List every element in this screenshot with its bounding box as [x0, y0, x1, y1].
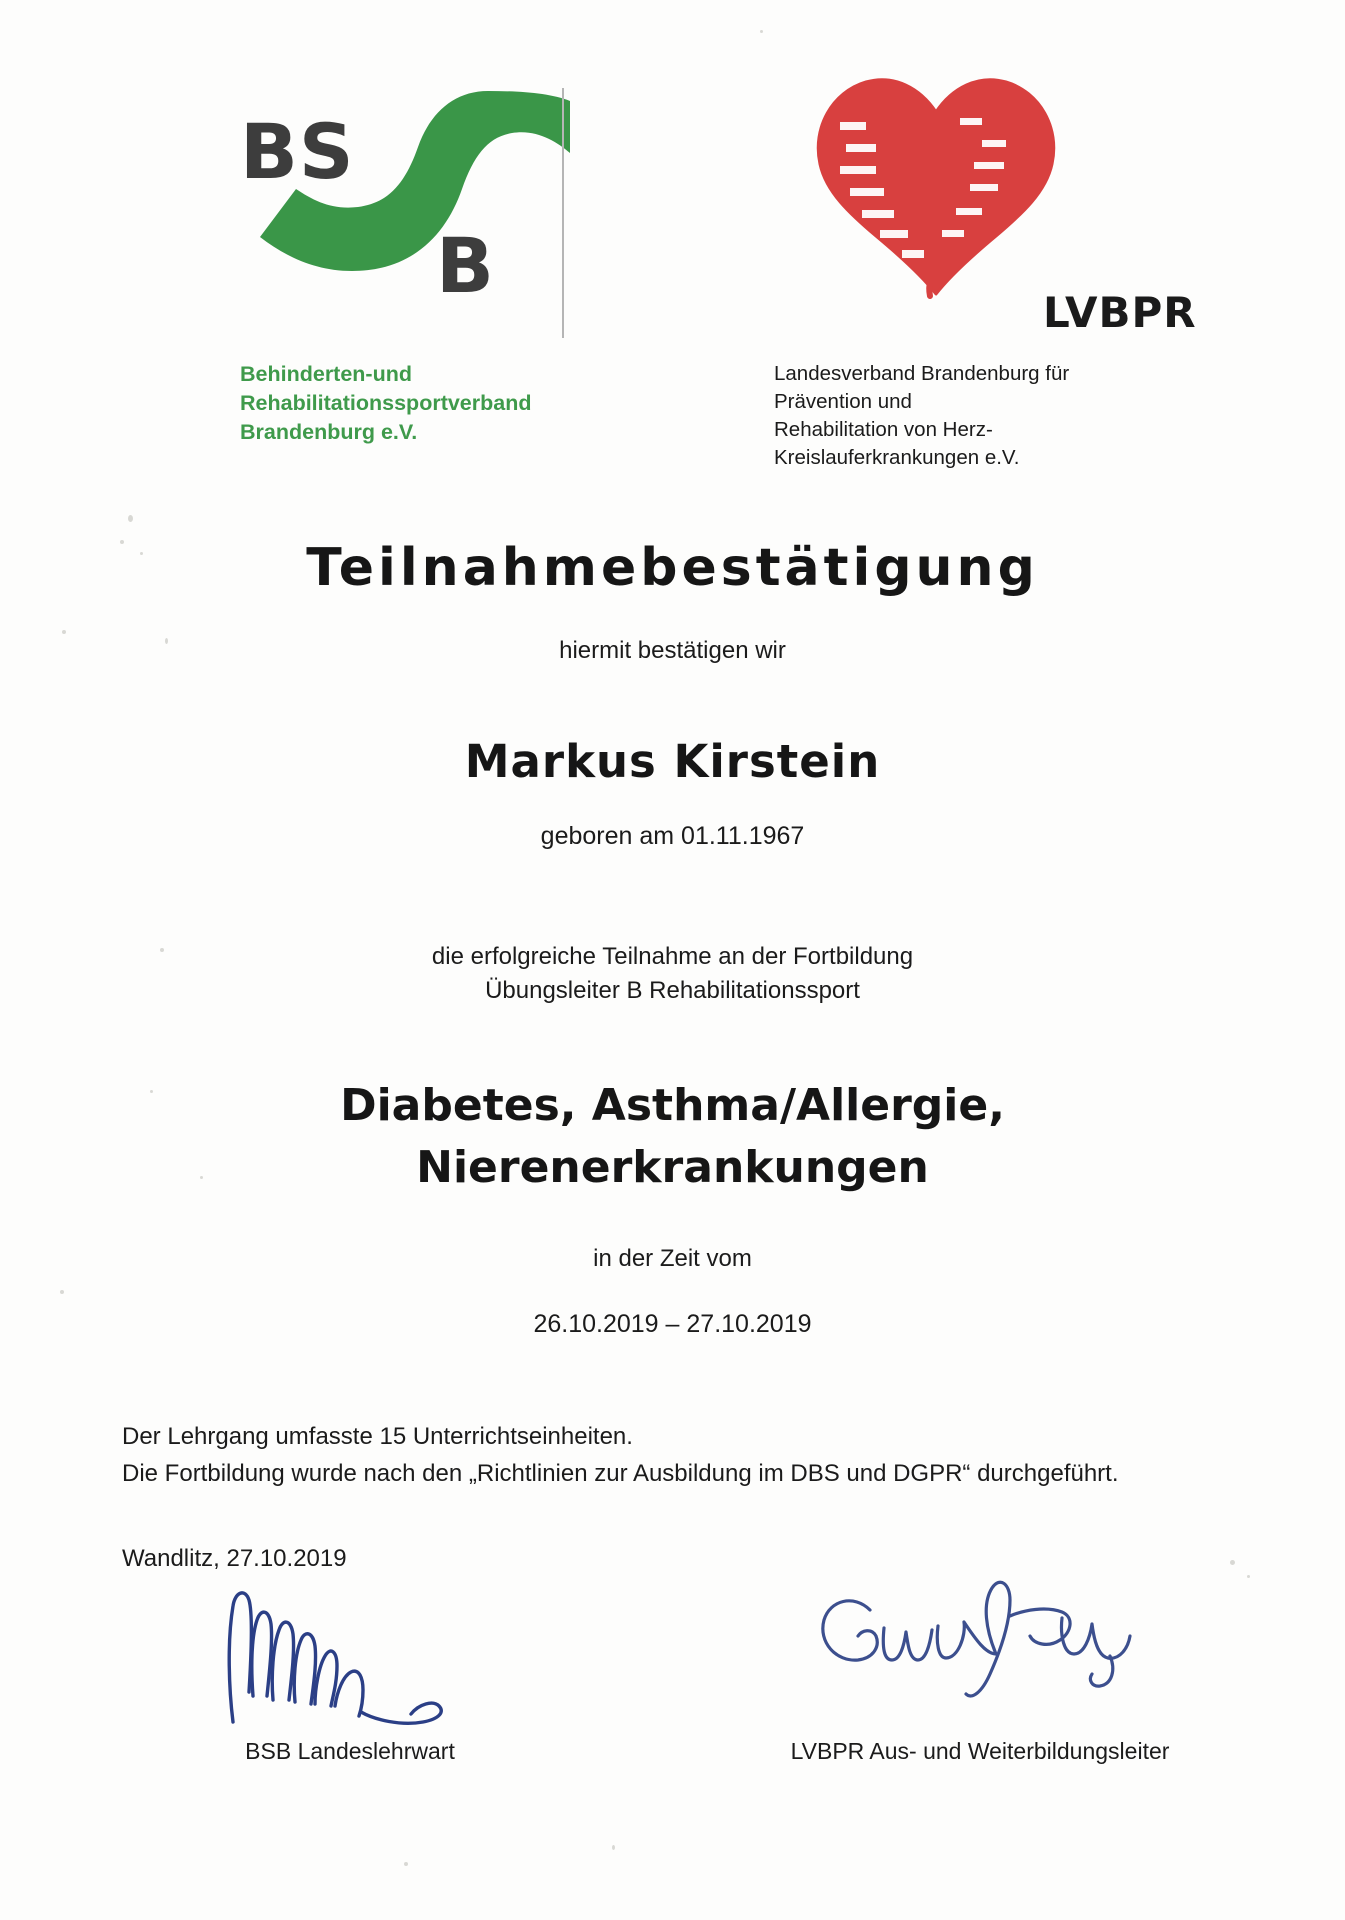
bsb-logo — [240, 85, 570, 310]
scan-speck — [612, 1845, 615, 1850]
bsb-caption-line1: Behinderten-und — [240, 362, 412, 386]
lvbpr-caption-line4: Kreislauferkrankungen e.V. — [774, 446, 1020, 469]
bsb-caption-line3: Brandenburg e.V. — [240, 420, 418, 444]
certificate-header — [0, 60, 1345, 469]
signature-label-bsb: BSB Landeslehrwart — [245, 1738, 455, 1764]
scan-speck — [404, 1862, 408, 1866]
heart-icon — [810, 70, 1060, 300]
confirmation-line: hiermit bestätigen wir — [559, 637, 786, 664]
scan-speck — [760, 30, 763, 33]
place-date: Wandlitz, 27.10.2019 — [122, 1545, 347, 1572]
notes — [122, 1418, 1272, 1492]
signature-lvbpr — [810, 1570, 1140, 1710]
bsb-logo-letters-top: BS — [240, 107, 355, 196]
scan-speck — [1247, 1575, 1250, 1578]
course-title-line1: Diabetes, Asthma/Allergie, — [340, 1080, 1005, 1131]
lvbpr-title: LVBPR — [1043, 288, 1197, 337]
scan-speck — [60, 1290, 64, 1294]
bsb-caption-line2: Rehabilitationssportverband — [240, 391, 532, 415]
page-title: Teilnahmebestätigung — [306, 538, 1039, 598]
lvbpr-caption-line3: Rehabilitation von Herz- — [774, 418, 993, 441]
bsb-logo-letter-bottom: B — [436, 221, 494, 310]
note-line1: Der Lehrgang umfasste 15 Unterrichtseinheiten. — [122, 1423, 633, 1450]
course-intro — [0, 940, 1345, 1008]
course-intro-line2: Übungsleiter B Rehabilitationssport — [485, 977, 860, 1004]
lvbpr-caption — [774, 360, 1244, 472]
recipient-name: Markus Kirstein — [464, 735, 881, 788]
recipient-birthdate: geboren am 01.11.1967 — [540, 822, 805, 850]
scan-speck — [1230, 1560, 1235, 1565]
logo-divider — [562, 88, 564, 338]
signature-label-lvbpr: LVBPR Aus- und Weiterbildungsleiter — [790, 1738, 1170, 1764]
period-label: in der Zeit vom — [593, 1245, 752, 1272]
note-line2: Die Fortbildung wurde nach den „Richtlinien zur Ausbildung im DBS und DGPR“ durchgeführt. — [122, 1460, 1119, 1487]
lvbpr-caption-line2: Prävention und — [774, 390, 912, 413]
scan-speck — [62, 630, 66, 634]
course-title — [0, 1075, 1345, 1199]
period-value: 26.10.2019 – 27.10.2019 — [533, 1310, 812, 1338]
scan-speck — [128, 515, 133, 522]
course-intro-line1: die erfolgreiche Teilnahme an der Fortbildung — [431, 943, 914, 970]
signature-bsb — [215, 1580, 515, 1730]
course-title-line2: Nierenerkrankungen — [416, 1142, 929, 1193]
lvbpr-caption-line1: Landesverband Brandenburg für — [774, 362, 1070, 385]
bsb-caption — [240, 360, 670, 447]
